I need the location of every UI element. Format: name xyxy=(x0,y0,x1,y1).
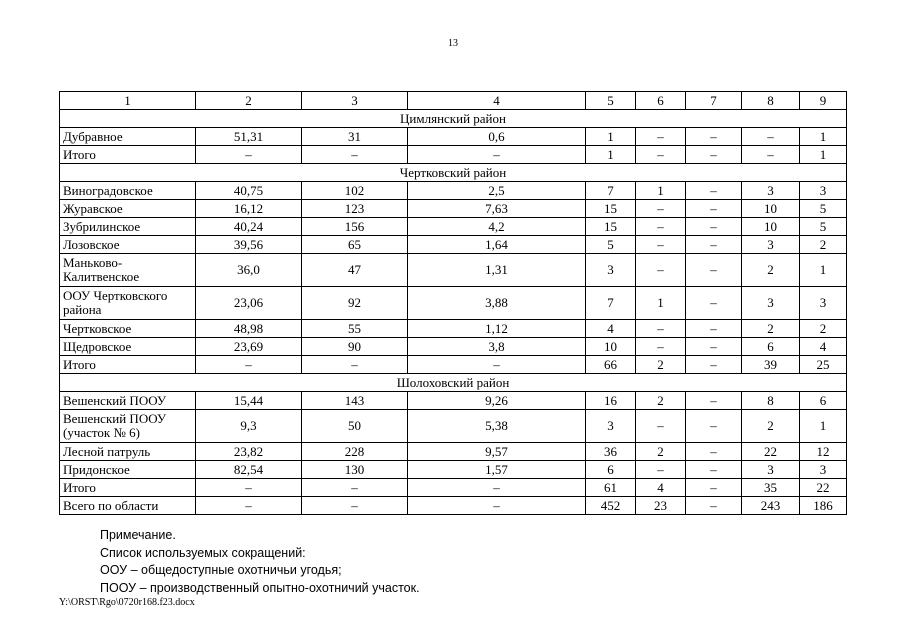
row-label-cell: Маньково-Калитвенское xyxy=(60,254,196,287)
value-cell: – xyxy=(686,182,742,200)
value-cell: – xyxy=(742,128,800,146)
table-row xyxy=(60,254,847,287)
value-cell: – xyxy=(686,254,742,287)
value-cell: 1,57 xyxy=(408,461,586,479)
header-cell: 4 xyxy=(408,92,586,110)
value-cell: – xyxy=(686,443,742,461)
value-cell: 15 xyxy=(586,218,636,236)
row-label-cell: Итого xyxy=(60,146,196,164)
header-cell: 8 xyxy=(742,92,800,110)
section-row xyxy=(60,110,847,128)
value-cell: 7 xyxy=(586,182,636,200)
value-cell: 0,6 xyxy=(408,128,586,146)
section-title: Чертковский район xyxy=(60,164,847,182)
value-cell: 8 xyxy=(742,392,800,410)
table-row xyxy=(60,461,847,479)
row-label-cell: ООУ Чертковского района xyxy=(60,287,196,320)
value-cell: 1 xyxy=(800,128,847,146)
value-cell: 1 xyxy=(586,128,636,146)
value-cell: 36,0 xyxy=(196,254,302,287)
row-label-cell: Всего по области xyxy=(60,497,196,515)
section-row xyxy=(60,374,847,392)
value-cell: – xyxy=(408,146,586,164)
value-cell: 10 xyxy=(742,200,800,218)
value-cell: 22 xyxy=(800,479,847,497)
value-cell: 16,12 xyxy=(196,200,302,218)
value-cell: 2 xyxy=(800,236,847,254)
value-cell: – xyxy=(408,356,586,374)
value-cell: 452 xyxy=(586,497,636,515)
page-number: 13 xyxy=(448,38,458,49)
value-cell: – xyxy=(686,218,742,236)
value-cell: – xyxy=(302,497,408,515)
value-cell: – xyxy=(686,236,742,254)
value-cell: – xyxy=(686,497,742,515)
value-cell: – xyxy=(196,479,302,497)
value-cell: – xyxy=(196,497,302,515)
value-cell: 3 xyxy=(742,182,800,200)
value-cell: – xyxy=(636,128,686,146)
value-cell: 40,24 xyxy=(196,218,302,236)
value-cell: – xyxy=(686,287,742,320)
value-cell: 1,64 xyxy=(408,236,586,254)
table-body xyxy=(60,92,847,515)
value-cell: – xyxy=(636,200,686,218)
header-cell: 1 xyxy=(60,92,196,110)
value-cell: – xyxy=(636,338,686,356)
value-cell: 15 xyxy=(586,200,636,218)
table-row xyxy=(60,128,847,146)
value-cell: 7,63 xyxy=(408,200,586,218)
value-cell: 156 xyxy=(302,218,408,236)
value-cell: – xyxy=(636,146,686,164)
value-cell: 31 xyxy=(302,128,408,146)
table-row xyxy=(60,410,847,443)
value-cell: 2 xyxy=(742,410,800,443)
value-cell: 6 xyxy=(800,392,847,410)
row-label-cell: Чертковское xyxy=(60,320,196,338)
value-cell: – xyxy=(686,200,742,218)
value-cell: 3,8 xyxy=(408,338,586,356)
value-cell: – xyxy=(302,479,408,497)
value-cell: 5 xyxy=(800,200,847,218)
value-cell: 40,75 xyxy=(196,182,302,200)
row-label-cell: Вешенский ПООУ (участок № 6) xyxy=(60,410,196,443)
subtotal-row xyxy=(60,146,847,164)
value-cell: – xyxy=(636,236,686,254)
table-row xyxy=(60,236,847,254)
value-cell: 3 xyxy=(800,461,847,479)
value-cell: 2 xyxy=(636,392,686,410)
header-cell: 6 xyxy=(636,92,686,110)
value-cell: – xyxy=(302,356,408,374)
value-cell: 51,31 xyxy=(196,128,302,146)
value-cell: – xyxy=(686,410,742,443)
value-cell: 25 xyxy=(800,356,847,374)
value-cell: – xyxy=(686,338,742,356)
value-cell: 5,38 xyxy=(408,410,586,443)
table-row xyxy=(60,200,847,218)
value-cell: 47 xyxy=(302,254,408,287)
value-cell: 102 xyxy=(302,182,408,200)
header-cell: 9 xyxy=(800,92,847,110)
header-cell: 5 xyxy=(586,92,636,110)
value-cell: 2 xyxy=(742,320,800,338)
value-cell: 23,82 xyxy=(196,443,302,461)
value-cell: 1,31 xyxy=(408,254,586,287)
value-cell: 15,44 xyxy=(196,392,302,410)
value-cell: 61 xyxy=(586,479,636,497)
value-cell: 23,69 xyxy=(196,338,302,356)
value-cell: 3 xyxy=(742,236,800,254)
value-cell: 65 xyxy=(302,236,408,254)
file-path: Y:\ORST\Rgo\0720r168.f23.docx xyxy=(59,597,195,608)
subtotal-row xyxy=(60,479,847,497)
value-cell: 3 xyxy=(586,254,636,287)
value-cell: 50 xyxy=(302,410,408,443)
value-cell: 1 xyxy=(800,410,847,443)
row-label-cell: Щедровское xyxy=(60,338,196,356)
value-cell: 55 xyxy=(302,320,408,338)
table-row xyxy=(60,338,847,356)
header-cell: 2 xyxy=(196,92,302,110)
value-cell: 90 xyxy=(302,338,408,356)
table-row xyxy=(60,392,847,410)
value-cell: 143 xyxy=(302,392,408,410)
value-cell: 6 xyxy=(586,461,636,479)
value-cell: – xyxy=(686,461,742,479)
value-cell: – xyxy=(302,146,408,164)
value-cell: 5 xyxy=(586,236,636,254)
row-label-cell: Вешенский ПООУ xyxy=(60,392,196,410)
section-title: Цимлянский район xyxy=(60,110,847,128)
value-cell: 35 xyxy=(742,479,800,497)
value-cell: – xyxy=(686,320,742,338)
value-cell: 2,5 xyxy=(408,182,586,200)
value-cell: 1 xyxy=(800,254,847,287)
section-row xyxy=(60,164,847,182)
value-cell: – xyxy=(636,461,686,479)
notes-title: Примечание. xyxy=(100,528,176,542)
row-label-cell: Дубравное xyxy=(60,128,196,146)
value-cell: 23,06 xyxy=(196,287,302,320)
value-cell: 123 xyxy=(302,200,408,218)
value-cell: – xyxy=(408,479,586,497)
value-cell: – xyxy=(196,146,302,164)
subtotal-row xyxy=(60,356,847,374)
value-cell: 16 xyxy=(586,392,636,410)
value-cell: – xyxy=(636,320,686,338)
value-cell: – xyxy=(636,410,686,443)
value-cell: – xyxy=(408,497,586,515)
table-row xyxy=(60,287,847,320)
value-cell: 3 xyxy=(586,410,636,443)
header-cell: 7 xyxy=(686,92,742,110)
value-cell: 3 xyxy=(742,461,800,479)
table-row xyxy=(60,218,847,236)
value-cell: 3 xyxy=(742,287,800,320)
value-cell: 6 xyxy=(742,338,800,356)
table-row xyxy=(60,320,847,338)
value-cell: 9,3 xyxy=(196,410,302,443)
row-label-cell: Итого xyxy=(60,479,196,497)
table-row xyxy=(60,443,847,461)
row-label-cell: Лесной патруль xyxy=(60,443,196,461)
value-cell: – xyxy=(686,128,742,146)
value-cell: 92 xyxy=(302,287,408,320)
hunting-grounds-table xyxy=(59,91,847,515)
value-cell: 36 xyxy=(586,443,636,461)
grand-total-row xyxy=(60,497,847,515)
notes xyxy=(100,527,420,597)
value-cell: – xyxy=(686,479,742,497)
value-cell: 4 xyxy=(636,479,686,497)
header-row xyxy=(60,92,847,110)
value-cell: 22 xyxy=(742,443,800,461)
row-label-cell: Итого xyxy=(60,356,196,374)
value-cell: – xyxy=(196,356,302,374)
row-label-cell: Лозовское xyxy=(60,236,196,254)
value-cell: 48,98 xyxy=(196,320,302,338)
value-cell: 1 xyxy=(636,287,686,320)
value-cell: – xyxy=(686,392,742,410)
value-cell: 4,2 xyxy=(408,218,586,236)
value-cell: 9,57 xyxy=(408,443,586,461)
value-cell: 4 xyxy=(800,338,847,356)
value-cell: 2 xyxy=(636,443,686,461)
value-cell: – xyxy=(636,218,686,236)
row-label-cell: Зубрилинское xyxy=(60,218,196,236)
value-cell: 130 xyxy=(302,461,408,479)
value-cell: 4 xyxy=(586,320,636,338)
value-cell: 3 xyxy=(800,182,847,200)
value-cell: – xyxy=(636,254,686,287)
value-cell: 12 xyxy=(800,443,847,461)
value-cell: 10 xyxy=(586,338,636,356)
notes-abbrev-heading: Список используемых сокращений: xyxy=(100,545,306,560)
row-label-cell: Журавское xyxy=(60,200,196,218)
value-cell: – xyxy=(686,146,742,164)
value-cell: 39,56 xyxy=(196,236,302,254)
value-cell: – xyxy=(742,146,800,164)
value-cell: – xyxy=(686,356,742,374)
value-cell: 23 xyxy=(636,497,686,515)
value-cell: 7 xyxy=(586,287,636,320)
value-cell: 2 xyxy=(800,320,847,338)
value-cell: 3,88 xyxy=(408,287,586,320)
value-cell: 1 xyxy=(586,146,636,164)
notes-abbrev-oou: ООУ – общедоступные охотничьи угодья; xyxy=(100,563,342,577)
value-cell: 186 xyxy=(800,497,847,515)
value-cell: 2 xyxy=(636,356,686,374)
value-cell: 1 xyxy=(636,182,686,200)
section-title: Шолоховский район xyxy=(60,374,847,392)
value-cell: 1,12 xyxy=(408,320,586,338)
value-cell: 3 xyxy=(800,287,847,320)
value-cell: 10 xyxy=(742,218,800,236)
table-row xyxy=(60,182,847,200)
row-label-cell: Придонское xyxy=(60,461,196,479)
value-cell: 5 xyxy=(800,218,847,236)
notes-abbrev-poou: ПООУ – производственный опытно-охотничий участок. xyxy=(100,580,420,595)
value-cell: 228 xyxy=(302,443,408,461)
value-cell: 82,54 xyxy=(196,461,302,479)
value-cell: 66 xyxy=(586,356,636,374)
value-cell: 243 xyxy=(742,497,800,515)
header-cell: 3 xyxy=(302,92,408,110)
value-cell: 2 xyxy=(742,254,800,287)
value-cell: 39 xyxy=(742,356,800,374)
row-label-cell: Виноградовское xyxy=(60,182,196,200)
value-cell: 1 xyxy=(800,146,847,164)
value-cell: 9,26 xyxy=(408,392,586,410)
